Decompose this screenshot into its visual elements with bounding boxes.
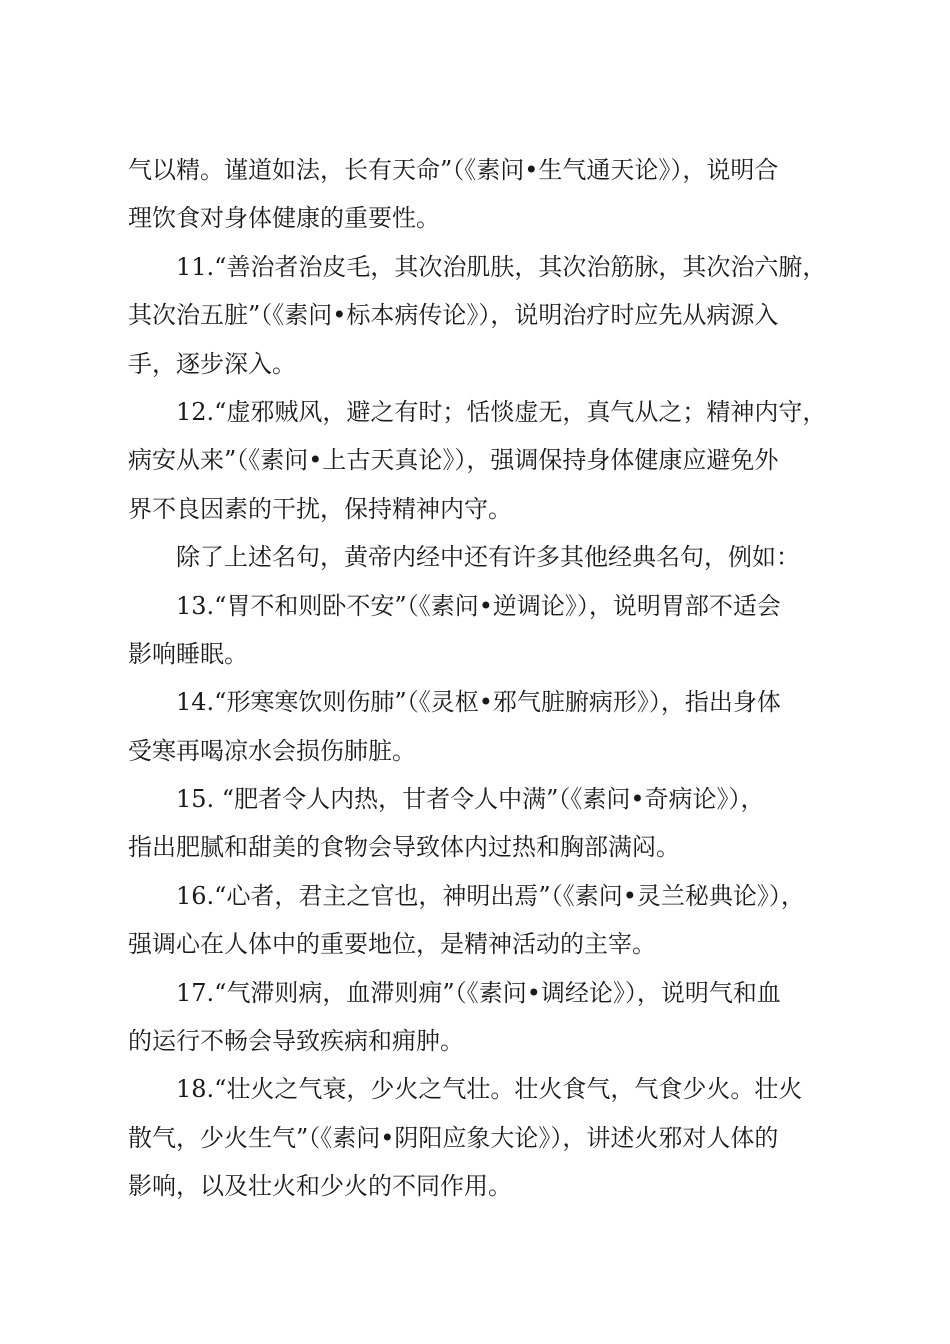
text-line: 受寒再喝凉水会损伤肺脏。 (128, 736, 416, 765)
paragraph-10-continued (128, 146, 830, 243)
text-line: 14.“形寒寒饮则伤肺”（《灵枢•邪气脏腑病形》），指出身体 (176, 688, 781, 717)
paragraph-11 (128, 243, 830, 388)
text-line: 病安从来”（《素问•上古天真论》），强调保持身体健康应避免外 (128, 446, 779, 475)
paragraph-intro (128, 533, 830, 581)
paragraph-15 (128, 775, 830, 872)
paragraph-14 (128, 678, 830, 775)
text-line: 除了上述名句，黄帝内经中还有许多其他经典名句，例如： (176, 543, 800, 572)
text-line: 界不良因素的干扰，保持精神内守。 (128, 494, 512, 523)
text-line: 影响，以及壮火和少火的不同作用。 (128, 1172, 512, 1201)
text-line: 15. “肥者令人内热，甘者令人中满”（《素问•奇病论》）， (176, 785, 765, 814)
text-line: 影响睡眠。 (128, 639, 248, 668)
paragraph-12 (128, 388, 830, 533)
paragraph-18 (128, 1065, 830, 1210)
text-line: 其次治五脏”（《素问•标本病传论》），说明治疗时应先从病源入 (128, 301, 779, 330)
text-line: 手，逐步深入。 (128, 349, 296, 378)
text-line: 理饮食对身体健康的重要性。 (128, 204, 440, 233)
text-line: 强调心在人体中的重要地位，是精神活动的主宰。 (128, 930, 656, 959)
text-line: 指出肥腻和甜美的食物会导致体内过热和胸部满闷。 (128, 833, 680, 862)
body-text (128, 146, 830, 1211)
text-line: 13.“胃不和则卧不安”（《素问•逆调论》），说明胃部不适会 (176, 591, 781, 620)
text-line: 气以精。谨道如法，长有天命”（《素问•生气通天论》），说明合 (128, 156, 779, 184)
text-line: 11.“善治者治皮毛，其次治肌肤，其次治筋脉，其次治六腑， (176, 252, 827, 281)
text-line: 12.“虚邪贼风，避之有时；恬惔虚无，真气从之；精神内守， (176, 397, 827, 426)
text-line: 18.“壮火之气衰，少火之气壮。壮火食气，气食少火。壮火 (176, 1075, 803, 1104)
paragraph-16 (128, 872, 830, 969)
text-line: 散气，少火生气”（《素问•阴阳应象大论》），讲述火邪对人体的 (128, 1123, 779, 1152)
text-line: 16.“心者，君主之官也，神明出焉”（《素问•灵兰秘典论》）， (176, 881, 805, 910)
paragraph-17 (128, 969, 830, 1066)
text-line: 的运行不畅会导致疾病和痈肿。 (128, 1027, 464, 1056)
text-line: 17.“气滞则病，血滞则痈”（《素问•调经论》），说明气和血 (176, 978, 781, 1007)
paragraph-13 (128, 582, 830, 679)
